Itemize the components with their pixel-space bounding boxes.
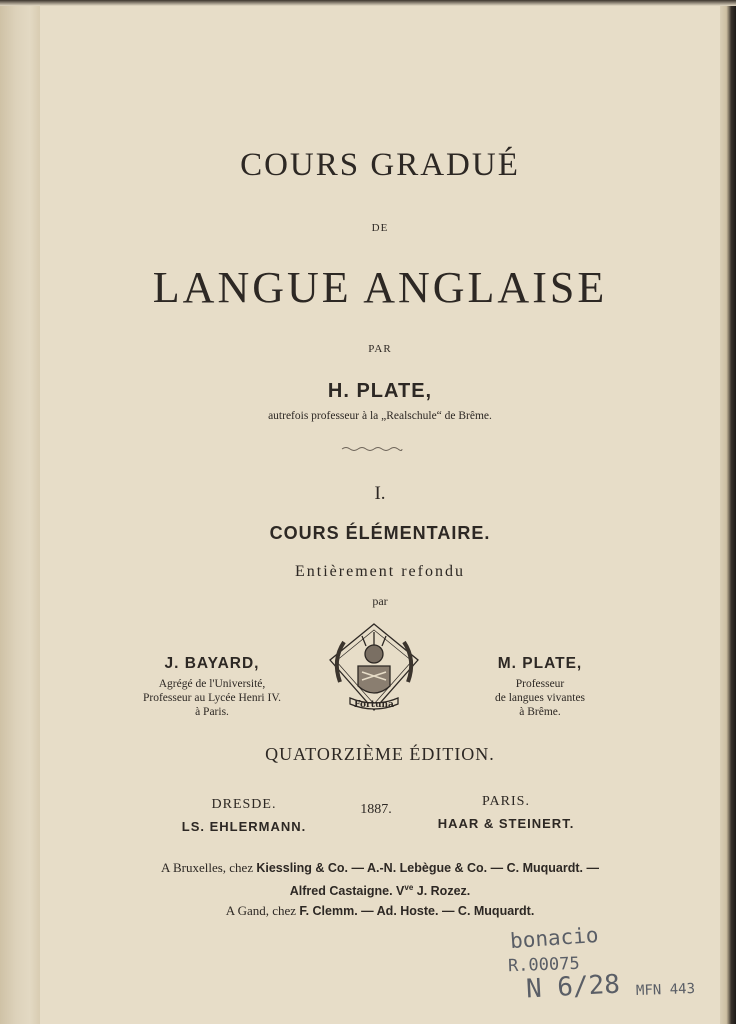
volume-number: I. [374,483,386,504]
distribution-line-2 [40,878,720,901]
editors-par: par [372,594,388,608]
byline-par: PAR [368,343,392,355]
handwritten-note-4: MFN 443 [635,980,696,1000]
decorative-rule [340,446,404,452]
author-affiliation: autrefois professeur à la „Realschule“ de Brême. [268,410,492,422]
page-fore-edge [720,0,736,1024]
distribution-line-1-prefix: A Bruxelles, chez [161,860,254,875]
imprint-city-right: PARIS. [482,794,530,809]
distribution-line-3-prefix: A Gand, chez [225,903,297,919]
distribution-line-3 [40,901,720,921]
handwritten-note-2: R.00075 [507,953,580,977]
editor-right-line-3: à Brême. [519,706,561,718]
distribution-line-1-agents: Kiessling & Co. — A.-N. Lebègue & Co. — C. Muquardt. — [256,861,599,875]
imprint-publisher-left: LS. EHLERMANN. [181,819,307,834]
editor-right-credentials [420,677,660,719]
editor-left-name: J. BAYARD, [164,655,260,672]
editor-right-line-2: de langues vivantes [494,692,586,704]
imprint-publisher-right: HAAR & STEINERT. [437,816,575,831]
distribution-line-2-sup: ve [404,883,414,892]
distribution-line-1 [40,858,720,878]
volume-title: COURS ÉLÉMENTAIRE. [269,523,491,543]
handwritten-note-3: N 6/28 [525,969,621,1005]
imprint-year: 1887. [360,802,392,817]
distribution-notice [40,858,720,921]
distribution-line-2-suffix: J. Rozez. [413,884,471,899]
edition-statement: QUATORZIÈME ÉDITION. [265,744,495,764]
editor-right-line-1: Professeur [515,678,565,690]
distribution-line-3-agents: F. Clemm. — Ad. Hoste. — C. Muquardt. [299,904,535,919]
author-name: H. PLATE, [327,380,433,402]
handwritten-note-1: bonacio [509,922,600,954]
editor-left-credentials [92,677,332,719]
publisher-emblem-icon [322,620,426,724]
page-binding-gutter [0,0,40,1024]
editor-left-line-2: Professeur au Lycée Henri IV. [142,692,282,704]
editor-right-name: M. PLATE, [497,655,583,672]
title-line-2: LANGUE ANGLAISE [152,263,608,312]
emblem-motto: Fortuna [354,700,394,710]
title-connector: DE [371,222,389,234]
imprint-city-left: DRESDE. [211,797,277,812]
editor-left-line-3: à Paris. [195,706,229,718]
title-line-1: COURS GRADUÉ [240,147,520,183]
editor-left-line-1: Agrégé de l'Université, [158,678,266,690]
page-top-shadow [0,0,736,6]
revision-note: Entièrement refondu [295,563,465,580]
distribution-line-2-agents: Alfred Castaigne. V [289,884,405,899]
